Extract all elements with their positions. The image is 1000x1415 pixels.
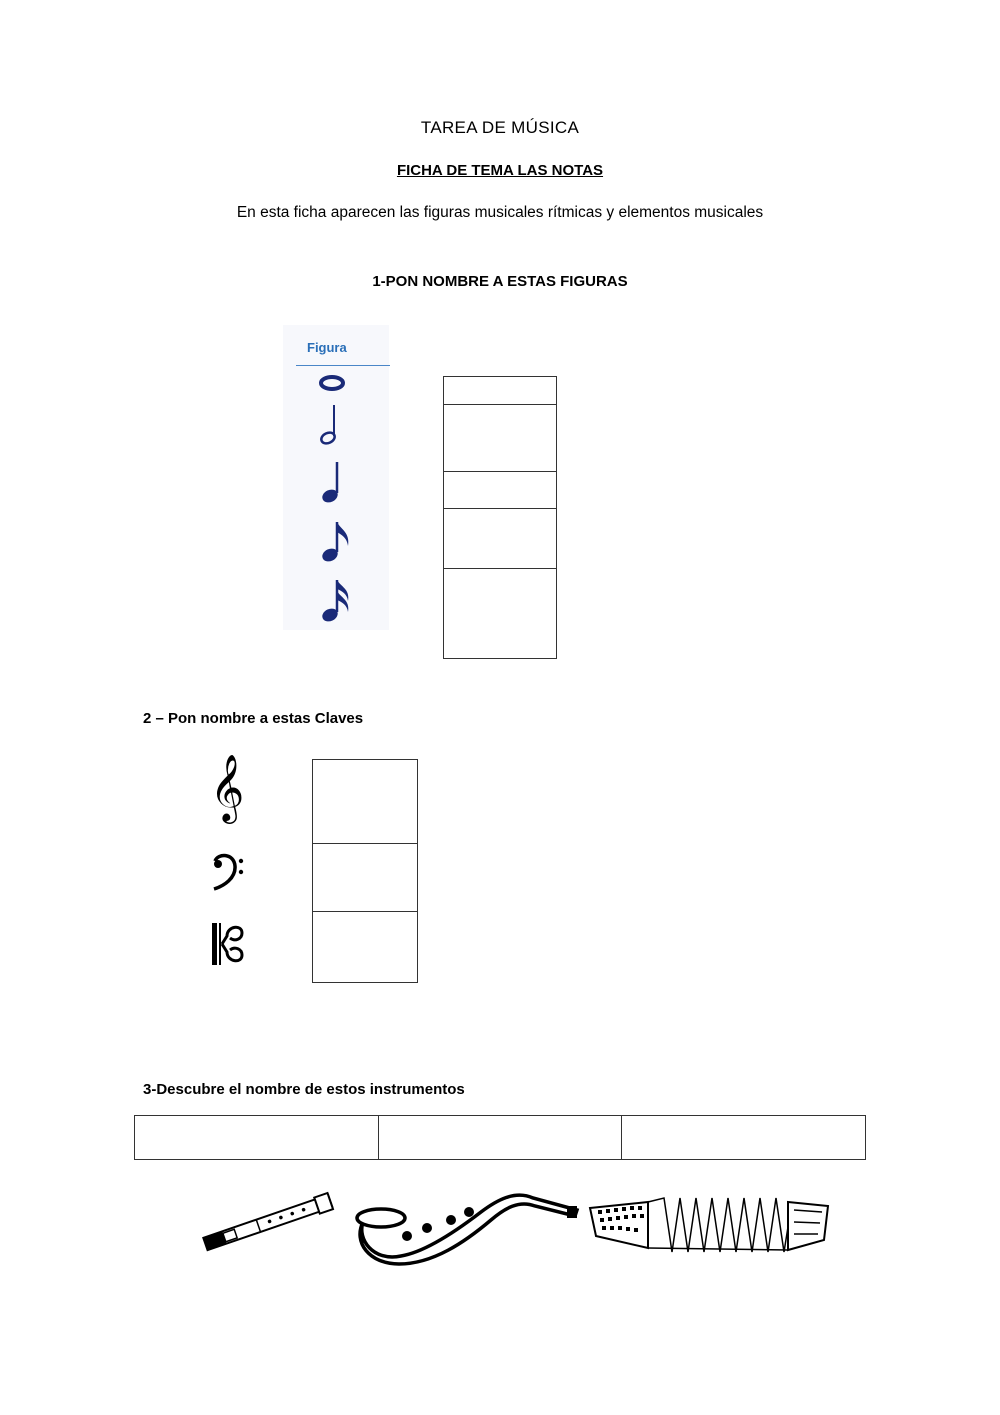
instrument-answer-cell-3[interactable]	[622, 1116, 865, 1159]
instrument-answer-table	[134, 1115, 866, 1160]
clef-answer-box-3[interactable]	[312, 911, 418, 983]
sixteenth-note-icon	[320, 580, 348, 624]
page-title: TAREA DE MÚSICA	[420, 118, 580, 137]
bass-clef-icon	[210, 852, 246, 892]
clef-answer-box-2[interactable]	[312, 843, 418, 912]
treble-clef-icon: 𝄞	[210, 753, 245, 821]
figure-answer-box-3[interactable]	[443, 471, 557, 509]
figure-answer-box-2[interactable]	[443, 404, 557, 472]
figure-column-divider	[296, 365, 390, 366]
eighth-note-icon	[320, 522, 348, 564]
saxophone-icon	[355, 1184, 580, 1266]
instrument-answer-cell-1[interactable]	[135, 1116, 379, 1159]
instrument-answer-cell-2[interactable]	[379, 1116, 623, 1159]
figure-answer-box-5[interactable]	[443, 568, 557, 659]
figure-answer-box-4[interactable]	[443, 508, 557, 569]
section3-heading: 3-Descubre el nombre de estos instrumentos	[143, 1081, 465, 1098]
section1-heading: 1-PON NOMBRE A ESTAS FIGURAS	[372, 273, 628, 290]
recorder-icon	[196, 1190, 341, 1256]
figure-answer-box-1[interactable]	[443, 376, 557, 405]
note-figures	[310, 372, 360, 632]
figure-column-label: Figura	[307, 340, 347, 355]
worksheet-subtitle: FICHA DE TEMA LAS NOTAS	[396, 162, 604, 179]
alto-clef-icon	[211, 922, 245, 966]
accordion-icon	[588, 1196, 830, 1254]
whole-note-icon	[321, 377, 343, 389]
intro-text: En esta ficha aparecen las figuras musicales rítmicas y elementos musicales	[236, 204, 764, 221]
half-note-icon	[320, 405, 337, 445]
quarter-note-icon	[320, 462, 340, 505]
section2-heading: 2 – Pon nombre a estas Claves	[143, 710, 364, 727]
clef-answer-box-1[interactable]	[312, 759, 418, 844]
